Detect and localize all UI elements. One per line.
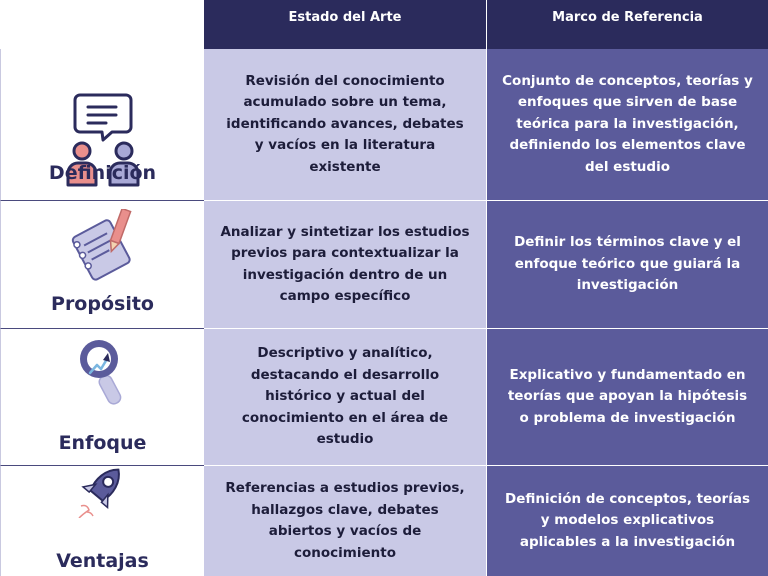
header-corner xyxy=(0,0,204,49)
row-label-ventajas xyxy=(0,466,204,576)
marco-enfoque-text: Explicativo y fundamentado en teorías que apoyan la hipótesis o problema de investigación xyxy=(486,329,768,466)
row-label-proposito xyxy=(0,201,204,329)
row-title: Ventajas xyxy=(56,550,149,572)
magnifier-growth-icon xyxy=(1,337,204,407)
marco-proposito-text: Definir los términos clave y el enfoque teórico que guiará la investigación xyxy=(486,201,768,329)
row-label-definicion xyxy=(0,49,204,201)
row-label-enfoque xyxy=(0,329,204,466)
row-title: Enfoque xyxy=(58,432,147,454)
marco-ventajas-text: Definición de conceptos, teorías y modelos explicativos aplicables a la investigación xyxy=(486,466,768,576)
header-estado-del-arte: Estado del Arte xyxy=(204,0,486,49)
estado-definicion-text: Revisión del conocimiento acumulado sobre un tema, identificando avances, debates y vacíos en la literatura existente xyxy=(204,49,486,201)
row-title: Propósito xyxy=(51,293,154,315)
estado-proposito-text: Analizar y sintetizar los estudios previos para contextualizar la investigación dentro de un campo específico xyxy=(204,201,486,329)
rocket-icon xyxy=(1,462,204,518)
row-title: Definición xyxy=(48,162,157,184)
marco-definicion-text: Conjunto de conceptos, teorías y enfoques que sirven de base teórica para la investigación, definiendo los elementos clave del estudio xyxy=(486,49,768,201)
header-marco-de-referencia: Marco de Referencia xyxy=(486,0,768,49)
notebook-pencil-icon xyxy=(1,209,204,281)
estado-ventajas-text: Referencias a estudios previos, hallazgos clave, debates abiertos y vacíos de conocimiento xyxy=(204,466,486,576)
estado-enfoque-text: Descriptivo y analítico, destacando el desarrollo histórico y actual del conocimiento en el área de estudio xyxy=(204,329,486,466)
